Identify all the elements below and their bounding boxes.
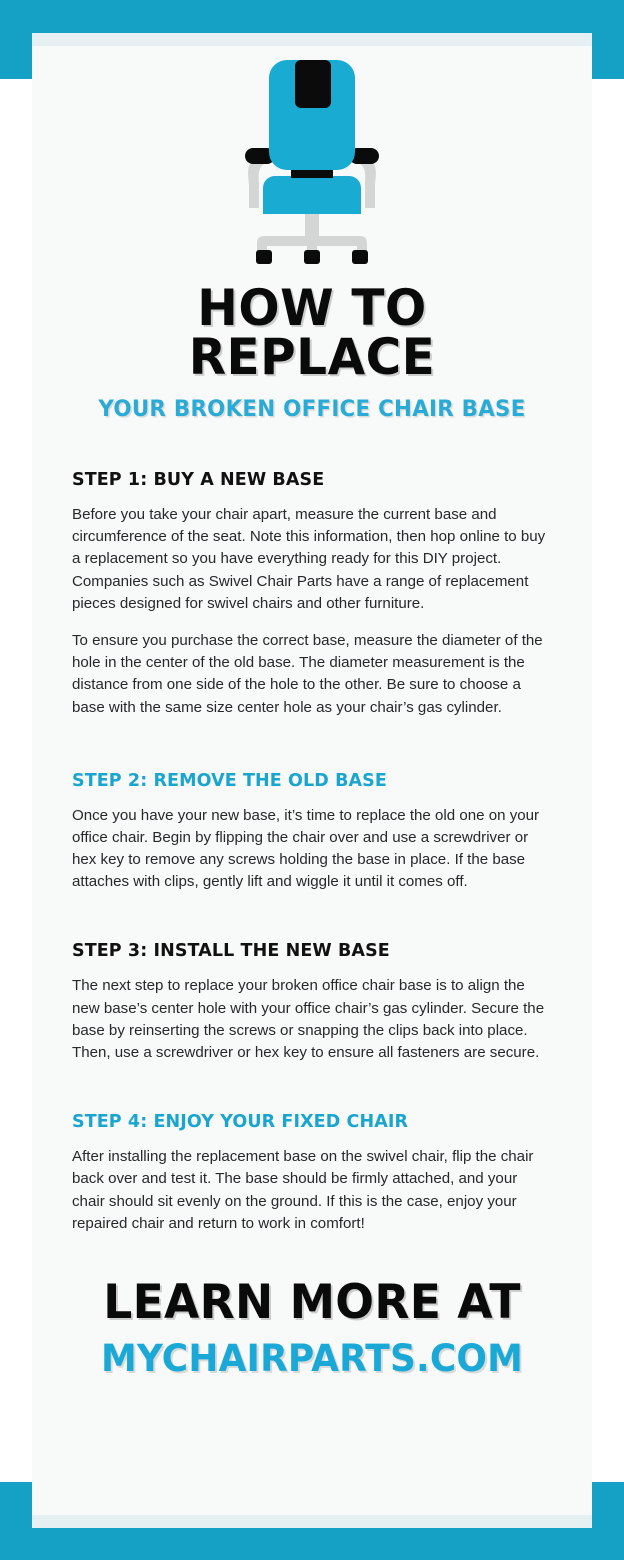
title-block [72, 279, 552, 422]
step-section-3 [72, 941, 552, 1064]
frame-tab-top-right [592, 33, 624, 79]
frame-tab-bottom-right [592, 1482, 624, 1528]
step-paragraph: To ensure you purchase the correct base, measure the diameter of the hole in the center of the old base. The diameter measurement is the distance from one side of the hole to the other. Be sure to choose a base with the same size center hole as your chair’s gas cylinder. [72, 631, 543, 716]
page-title: HOW TO REPLACE [188, 279, 436, 386]
step-paragraph: After installing the replacement base on the swivel chair, flip the chair back over and test it. The base should be firmly attached, and your chair should sit evenly on the ground. If this is the case, enjoy your repaired chair and return to work in comfort! [72, 1148, 534, 1232]
step-paragraph: The next step to replace your broken office chair base is to align the new base’s center hole with your office chair’s gas cylinder. Secure the base by reinserting the screws or snapping the clips back into place. Then, use a screwdriver or hex key to ensure all fasteners are secure. [72, 977, 545, 1061]
step-section-4 [72, 1112, 552, 1235]
step-heading-2: STEP 2: REMOVE THE OLD BASE [72, 770, 387, 791]
step-section-2 [72, 771, 552, 894]
step-paragraph: Before you take your chair apart, measure the current base and circumference of the seat. Note this information, then hop online to buy a replacement so you have everything ready for this DIY project. Companies such as Swivel Chair Parts have a range of replacement pieces designed for swivel chairs and other furniture. [72, 506, 546, 612]
step-paragraph: Once you have your new base, it’s time to replace the old one on your office chair. Begin by flipping the chair over and use a screwdriver or hex key to remove any screws holding the base in place. If the base attaches with clips, gently lift and wiggle it until it comes off. [72, 806, 540, 891]
step-body-2 [72, 805, 552, 894]
office-chair-icon [239, 58, 385, 266]
frame-top-bar [0, 0, 624, 33]
page-subtitle: YOUR BROKEN OFFICE CHAIR BASE [98, 397, 526, 422]
step-body-3 [72, 975, 552, 1064]
sheet-inner [32, 46, 592, 1515]
step-body-1 [72, 504, 552, 719]
footer-headline: LEARN MORE AT [103, 1274, 521, 1330]
step-body-4 [72, 1146, 552, 1235]
frame-tab-bottom-left [0, 1482, 32, 1528]
footer-website[interactable]: MYCHAIRPARTS.COM [100, 1336, 524, 1380]
sheet-band-bottom [32, 1515, 592, 1528]
sheet-band-top [32, 33, 592, 46]
step-heading-3: STEP 3: INSTALL THE NEW BASE [72, 941, 390, 962]
step-section-1 [72, 470, 552, 719]
step-heading-4: STEP 4: ENJOY YOUR FIXED CHAIR [72, 1112, 409, 1133]
frame-bottom-bar [0, 1528, 624, 1560]
step-heading-1: STEP 1: BUY A NEW BASE [72, 470, 325, 490]
footer-cta [72, 1274, 552, 1380]
frame-tab-top-left [0, 33, 32, 79]
content-sheet [32, 33, 592, 1528]
hero-illustration [72, 46, 552, 278]
steps-list [72, 470, 552, 1235]
